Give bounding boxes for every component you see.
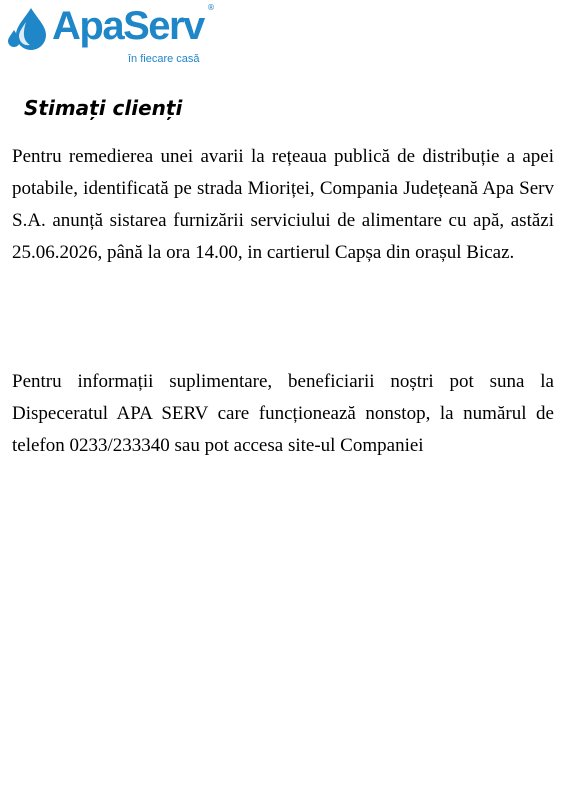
notice-heading: Stimați clienți: [24, 96, 183, 120]
notice-paragraph-contact: Pentru informații suplimentare, beneficiarii noștri pot suna la Dispeceratul APA SERV care funcționează nonstop, la numărul de telefon 0233/233340 sau pot accesa site-ul Companiei: [12, 371, 554, 456]
logo-wordmark: ApaServ: [52, 4, 204, 48]
apaserv-logo: [6, 4, 216, 68]
logo-tagline: în fiecare casă: [128, 53, 200, 65]
notice-paragraph-outage: Pentru remedierea unei avarii la rețeaua publică de distribuție a apei potabile, identificată pe strada Mioriței, Compania Județeană Apa Serv S.A. anunță sistarea furnizării serviciului de alimentare cu apă, astăzi 25.06.2026, până la ora 14.00, in cartierul Capșa din orașul Bicaz.: [12, 146, 554, 263]
registered-mark: ®: [207, 3, 215, 12]
water-drops-icon: [6, 4, 54, 52]
